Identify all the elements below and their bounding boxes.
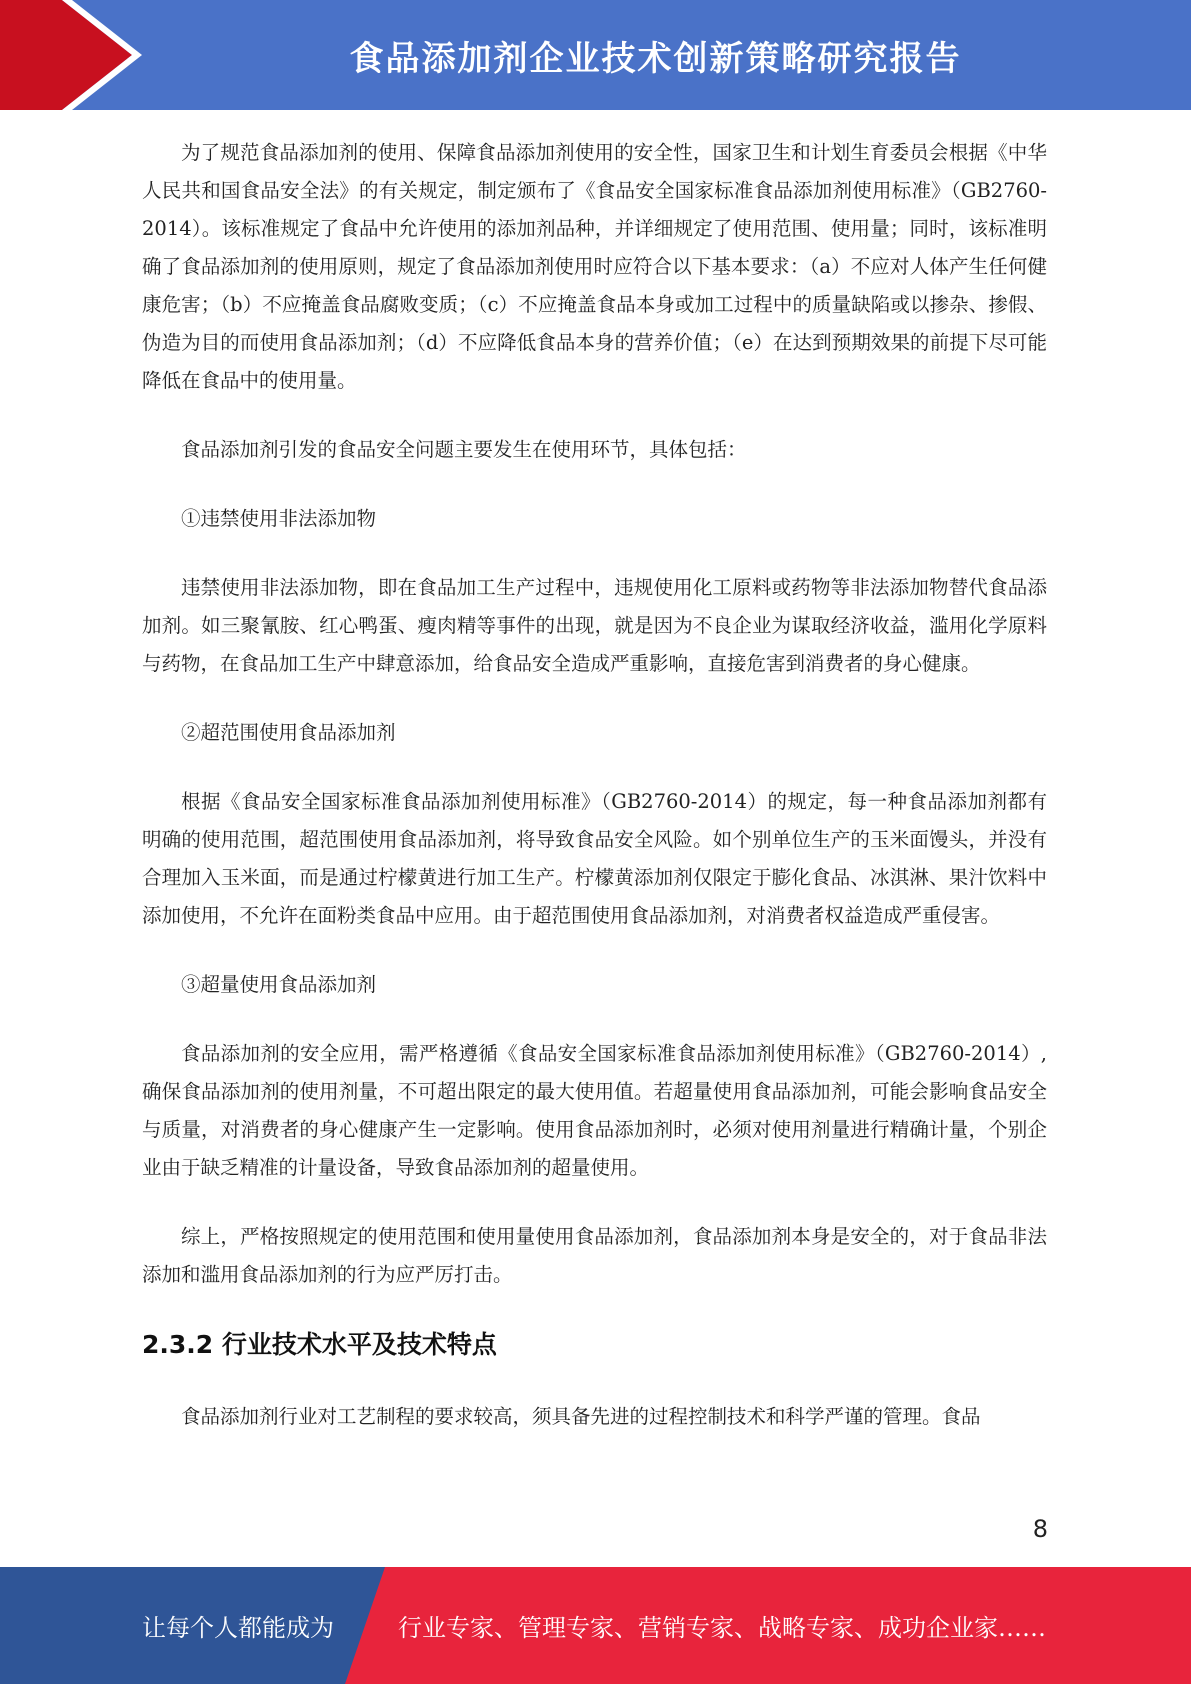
header-banner — [0, 0, 1191, 110]
paragraph-summary: 综上，严格按照规定的使用范围和使用量使用食品添加剂，食品添加剂本身是安全的，对于食品非法添加和滥用食品添加剂的行为应严厉打击。 — [142, 1225, 1047, 1286]
item-title-excessive-use: ③超量使用食品添加剂 — [181, 973, 377, 996]
paragraph-section-intro: 食品添加剂行业对工艺制程的要求较高，须具备先进的过程控制技术和科学严谨的管理。食品 — [181, 1405, 981, 1428]
document-body — [142, 134, 1047, 1436]
paragraph-excessive-use: 食品添加剂的安全应用，需严格遵循《食品安全国家标准食品添加剂使用标准》（GB2760-2014）,确保食品添加剂的使用剂量，不可超出限定的最大使用值。若超量使用食品添加剂，可能会影响食品安全与质量，对消费者的身心健康产生一定影响。使用食品添加剂时，必须对使用剂量进行精确计量，个别企业由于缺乏精准的计量设备，导致食品添加剂的超量使用。 — [142, 1042, 1047, 1179]
paragraph-illegal-additives: 违禁使用非法添加物，即在食品加工生产过程中，违规使用化工原料或药物等非法添加物替代食品添加剂。如三聚氰胺、红心鸭蛋、瘦肉精等事件的出现，就是因为不良企业为谋取经济收益，滥用化学原料与药物，在食品加工生产中肆意添加，给食品安全造成严重影响，直接危害到消费者的身心健康。 — [142, 576, 1047, 675]
paragraph-out-of-scope-use: 根据《食品安全国家标准食品添加剂使用标准》（GB2760-2014）的规定，每一种食品添加剂都有明确的使用范围，超范围使用食品添加剂，将导致食品安全风险。如个别单位生产的玉米面馒头，并没有合理加入玉米面，而是通过柠檬黄进行加工生产。柠檬黄添加剂仅限定于膨化食品、冰淇淋、果汁饮料中添加使用，不允许在面粉类食品中应用。由于超范围使用食品添加剂，对消费者权益造成严重侵害。 — [142, 790, 1047, 927]
footer-slogan-left: 让每个人都能成为 — [142, 1614, 334, 1642]
item-title-out-of-scope-use: ②超范围使用食品添加剂 — [181, 721, 396, 744]
document-title: 食品添加剂企业技术创新策略研究报告 — [349, 38, 962, 79]
footer-slogan-right: 行业专家、管理专家、营销专家、战略专家、成功企业家…… — [398, 1614, 1046, 1642]
header-arrow-graphic — [0, 0, 160, 110]
paragraph-safety-issues-intro: 食品添加剂引发的食品安全问题主要发生在使用环节，具体包括： — [181, 438, 747, 461]
footer-banner — [0, 1567, 1191, 1684]
item-title-illegal-additives: ①违禁使用非法添加物 — [181, 507, 377, 530]
paragraph-standard-regulation: 为了规范食品添加剂的使用、保障食品添加剂使用的安全性，国家卫生和计划生育委员会根据《中华人民共和国食品安全法》的有关规定，制定颁布了《食品安全国家标准食品添加剂使用标准》（GB2760-2014）。该标准规定了食品中允许使用的添加剂品种，并详细规定了使用范围、使用量；同时，该标准明确了食品添加剂的使用原则，规定了食品添加剂使用时应符合以下基本要求：（a）不应对人体产生任何健康危害；（b）不应掩盖食品腐败变质；（c）不应掩盖食品本身或加工过程中的质量缺陷或以掺杂、掺假、伪造为目的而使用食品添加剂；（d）不应降低食品本身的营养价值；（e）在达到预期效果的前提下尽可能降低在食品中的使用量。 — [142, 141, 1047, 392]
section-heading: 2.3.2 行业技术水平及技术特点 — [142, 1330, 497, 1359]
header-red-chevron — [0, 0, 132, 110]
page-number: 8 — [1032, 1515, 1048, 1543]
